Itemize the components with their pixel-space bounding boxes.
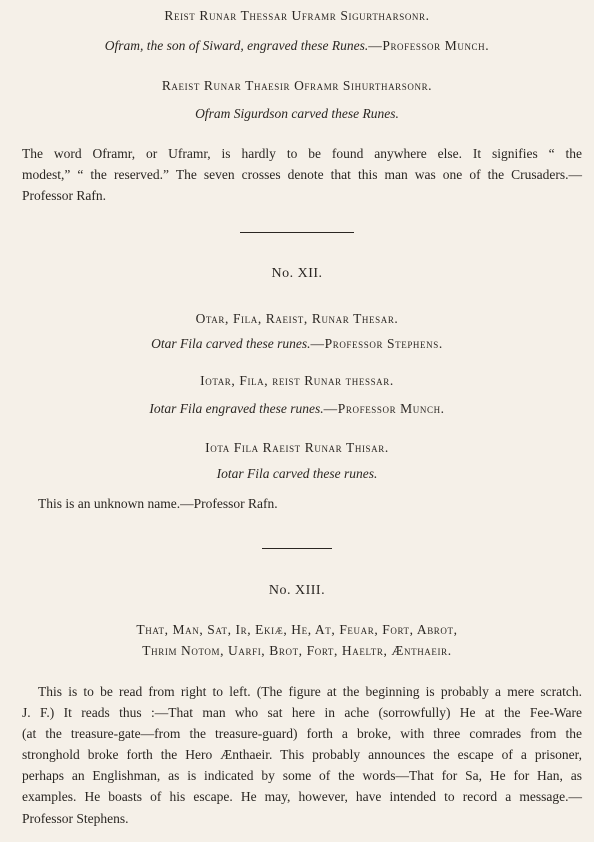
note-line: modest,” “ the reserved.” The seven crosses denote that this man was one of the Crusaders.—	[22, 167, 582, 182]
note-line: Professor Rafn.	[22, 188, 106, 203]
runic-transliteration-munch: Reist Runar Thessar Uframr Sigurtharsonr.	[164, 8, 430, 23]
note-line: perhaps an Englishman, as is indicated by some of the words—That for Sa, He for Han, as	[22, 768, 582, 783]
translation-rafn: Ofram Sigurdson carved these Runes.	[195, 106, 399, 121]
section-heading: No. XII.	[271, 266, 323, 281]
translation-credit: —Professor Munch.	[368, 38, 490, 53]
runic-transliteration-rafn: Iota Fila Raeist Runar Thisar.	[205, 440, 389, 455]
note-line: This is to be read from right to left. (The figure at the beginning is probably a mere scratch.	[38, 684, 582, 699]
note-line: The word Oframr, or Uframr, is hardly to be found anywhere else. It signifies “ the	[22, 146, 582, 161]
translation-munch	[0, 38, 594, 54]
note-line: (at the treasure-gate—from the treasure-guard) forth a broke, with three comrades from the	[22, 726, 582, 741]
note-line: stronghold broke forth the Hero Ænthaeir. This probably announces the escape of a prisoner,	[22, 747, 582, 762]
note-line: This is an unknown name.—Professor Rafn.	[38, 496, 278, 511]
translation-text: Ofram, the son of Siward, engraved these Runes.	[104, 38, 369, 53]
translation-text: Otar Fila carved these runes.	[151, 336, 311, 351]
translation-credit: —Professor Munch.	[323, 401, 445, 416]
runic-transliteration-munch: Iotar, Fila, reist Runar thessar.	[200, 373, 394, 388]
section-divider	[262, 548, 332, 549]
translation-rafn: Iotar Fila carved these runes.	[216, 466, 378, 481]
section-divider	[240, 232, 354, 233]
translation-credit: —Professor Stephens.	[310, 336, 443, 351]
note-line: J. F.) It reads thus :—That man who sat here in ache (sorrowfully) He at the Fee-Ware	[22, 705, 582, 720]
runic-inscription-line: That, Man, Sat, Ir, Ekiæ, He, At, Feuar, Fort, Abrot,	[136, 622, 458, 637]
translation-text: Iotar Fila engraved these runes.	[149, 401, 324, 416]
translation-stephens	[0, 336, 594, 352]
note-line: Professor Stephens.	[22, 811, 129, 826]
runic-transliteration-stephens: Otar, Fila, Raeist, Runar Thesar.	[195, 311, 399, 326]
runic-transliteration-rafn: Raeist Runar Thaesir Oframr Sihurtharsonr.	[161, 78, 433, 93]
note-line: examples. He boasts of his escape. He may, however, have intended to record a message.—	[22, 789, 582, 804]
runic-inscription-line: Thrim Notom, Uarfi, Brot, Fort, Haeltr, Ænthaeir.	[142, 643, 452, 658]
section-heading: No. XIII.	[268, 583, 326, 598]
translation-munch	[0, 401, 594, 417]
